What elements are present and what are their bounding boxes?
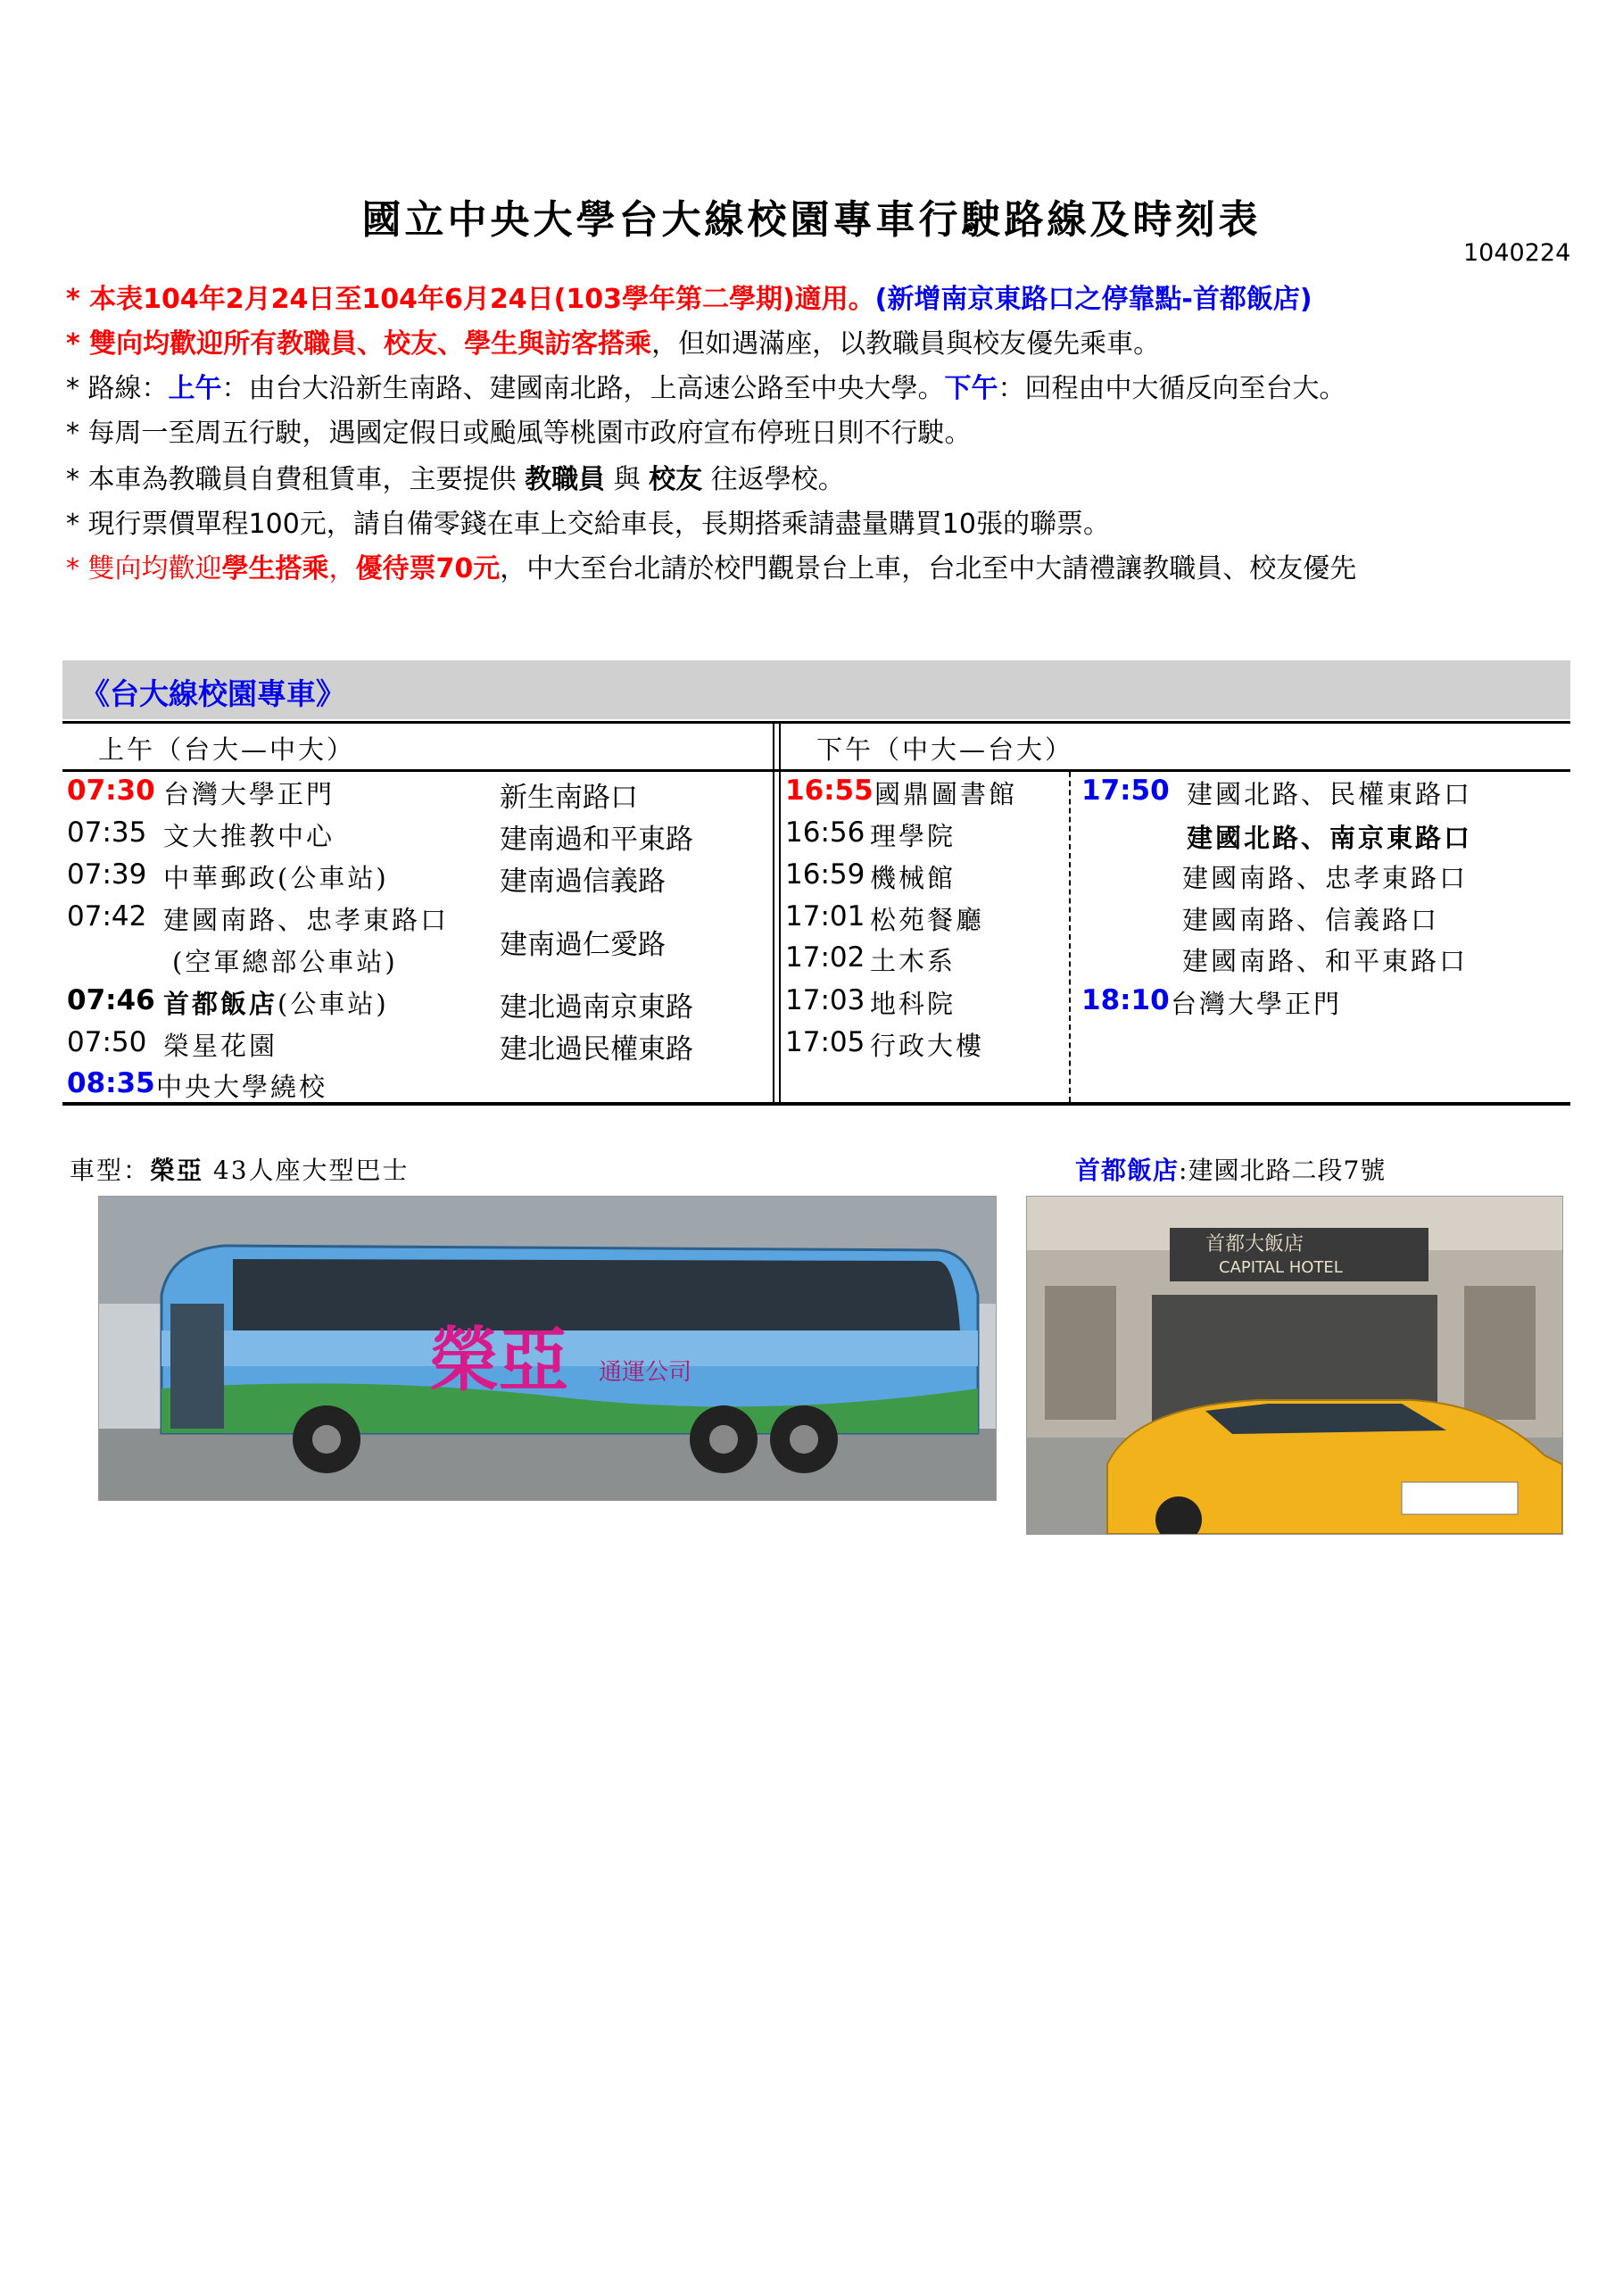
am-header: 上午（台大—中大） bbox=[98, 734, 356, 765]
pm-right-stop: 台灣大學正門 bbox=[1171, 989, 1343, 1019]
bus-caption-brand: 榮亞 bbox=[150, 1156, 204, 1185]
am-row bbox=[67, 775, 638, 814]
am-stop: 中華郵政(公車站) bbox=[163, 863, 389, 893]
pm-time: 16:56 bbox=[785, 816, 865, 849]
am-row bbox=[67, 984, 693, 1024]
am-road: 建北過南京東路 bbox=[500, 991, 693, 1024]
pm-time: 16:59 bbox=[785, 858, 865, 891]
am-stop-sub: (空軍總部公車站) bbox=[172, 947, 398, 977]
pm-stop: 機械館 bbox=[870, 863, 956, 893]
pm-time: 16:55 bbox=[785, 775, 874, 807]
pm-time: 17:03 bbox=[785, 984, 865, 1016]
am-time: 07:35 bbox=[67, 816, 147, 849]
note-welcome-rest: ，但如遇滿座，以教職員與校友優先乘車。 bbox=[651, 328, 1161, 360]
hotel-caption-address: :建國北路二段7號 bbox=[1179, 1156, 1387, 1185]
am-stop: 文大推教中心 bbox=[163, 821, 335, 851]
schedule-title: 《台大線校園專車》 bbox=[80, 676, 345, 711]
am-stop: 建國南路、忠孝東路口 bbox=[163, 905, 450, 935]
bus-logo-text: 榮亞 bbox=[429, 1320, 569, 1401]
bus-caption-desc: 43人座大型巴士 bbox=[203, 1156, 410, 1185]
am-stop: 中央大學繞校 bbox=[156, 1072, 328, 1102]
pm-stop: 地科院 bbox=[870, 989, 956, 1019]
am-time: 07:39 bbox=[67, 858, 147, 891]
bus-caption-label: 車型： bbox=[70, 1156, 151, 1185]
pm-row bbox=[785, 775, 1018, 809]
am-time: 08:35 bbox=[67, 1067, 155, 1099]
note-validity-text: * 本表104年2月24日至104年6月24日(103學年第二學期)適用。 bbox=[66, 284, 875, 315]
note-route-am: 上午 bbox=[168, 373, 222, 404]
note-days: * 每周一至周五行駛，遇國定假日或颱風等桃園市政府宣布停班日則不行駛。 bbox=[66, 418, 972, 449]
am-row bbox=[67, 1067, 328, 1102]
pm-stop: 理學院 bbox=[870, 821, 956, 851]
note-student-b: 學生搭乘 bbox=[221, 553, 329, 584]
note-route-label: * 路線： bbox=[66, 373, 169, 404]
pm-right-stop: 建國南路、信義路口 bbox=[1182, 905, 1440, 935]
pm-right-stop-new: 建國北路、南京東路口 bbox=[1187, 823, 1473, 853]
note-student-e: ，中大至台北請於校門觀景台上車，台北至中大請禮讓教職員、校友優先 bbox=[500, 553, 1357, 584]
am-road: 建南過和平東路 bbox=[500, 824, 693, 856]
pm-right-time: 18:10 bbox=[1081, 984, 1170, 1016]
am-stop: 榮星花園 bbox=[163, 1031, 278, 1061]
table-dashed-divider bbox=[1069, 772, 1071, 1102]
pm-stop: 松苑餐廳 bbox=[870, 905, 985, 935]
note-purpose-e: 往返學校。 bbox=[702, 464, 845, 495]
table-rule-header bbox=[62, 769, 1570, 772]
am-time: 07:50 bbox=[67, 1026, 147, 1058]
am-stop: 首都飯店 bbox=[163, 989, 278, 1019]
pm-right-stop: 建國北路、民權東路口 bbox=[1187, 779, 1473, 809]
pm-row bbox=[785, 941, 956, 976]
note-purpose-alumni: 校友 bbox=[649, 464, 703, 495]
pm-right-stop: 建國南路、忠孝東路口 bbox=[1182, 863, 1469, 893]
am-stop: 台灣大學正門 bbox=[163, 779, 335, 809]
pm-row bbox=[785, 858, 956, 893]
am-time: 07:42 bbox=[67, 900, 147, 932]
hotel-photo bbox=[1026, 1196, 1563, 1535]
am-row bbox=[67, 900, 666, 977]
pm-time: 17:02 bbox=[785, 941, 865, 974]
pm-right-row bbox=[1081, 775, 1473, 809]
note-student-a: * 雙向均歡迎 bbox=[66, 553, 222, 584]
note-student-c: ， bbox=[328, 553, 356, 584]
schedule-banner bbox=[62, 660, 1570, 719]
note-validity bbox=[66, 277, 1312, 316]
am-road: 建南過信義路 bbox=[500, 866, 666, 898]
pm-row bbox=[785, 816, 956, 851]
table-divider bbox=[773, 721, 774, 1103]
bus-photo bbox=[98, 1196, 997, 1501]
note-welcome-emph: * 雙向均歡迎所有教職員、校友、學生與訪客搭乘 bbox=[66, 328, 652, 360]
pm-time: 17:05 bbox=[785, 1026, 865, 1058]
pm-right-stop: 建國南路、和平東路口 bbox=[1182, 946, 1469, 976]
pm-right-time: 17:50 bbox=[1081, 775, 1170, 807]
pm-right-row bbox=[1081, 984, 1343, 1019]
am-road: 新生南路口 bbox=[500, 782, 638, 814]
note-route bbox=[66, 366, 1346, 405]
document-number: 1040224 bbox=[1463, 239, 1571, 267]
note-purpose-a: * 本車為教職員自費租賃車，主要提供 bbox=[66, 464, 526, 495]
note-purpose bbox=[66, 457, 845, 496]
note-student bbox=[66, 546, 1356, 585]
am-stop-suffix: (公車站) bbox=[277, 989, 389, 1019]
pm-row bbox=[785, 1026, 985, 1061]
am-time: 07:30 bbox=[67, 775, 155, 807]
note-purpose-and: 與 bbox=[605, 464, 650, 495]
hotel-caption bbox=[1075, 1151, 1386, 1187]
pm-header: 下午（中大—台大） bbox=[816, 734, 1074, 765]
pm-stop: 土木系 bbox=[870, 946, 956, 976]
am-row bbox=[67, 1026, 693, 1065]
hotel-sign-en: CAPITAL HOTEL bbox=[1219, 1258, 1343, 1277]
pm-row bbox=[785, 984, 956, 1019]
pm-time: 17:01 bbox=[785, 900, 865, 932]
am-time: 07:46 bbox=[67, 984, 155, 1016]
note-fare: * 現行票價單程100元，請自備零錢在車上交給車長，長期搭乘請盡量購買10張的聯票。 bbox=[66, 509, 1110, 540]
note-student-discount: 優待票70元 bbox=[355, 553, 501, 584]
am-row bbox=[67, 858, 666, 898]
pm-stop: 國鼎圖書館 bbox=[874, 779, 1018, 809]
note-new-stop: (新增南京東路口之停靠點-首都飯店) bbox=[874, 284, 1312, 315]
bus-caption bbox=[70, 1151, 410, 1187]
table-rule-top bbox=[62, 721, 1570, 724]
hotel-sign-text: 首都大飯店 bbox=[1205, 1233, 1304, 1256]
am-road: 建北過民權東路 bbox=[500, 1033, 693, 1065]
note-route-am-desc: ：由台大沿新生南路、建國南北路，上高速公路至中央大學。 bbox=[221, 373, 945, 404]
hotel-caption-name: 首都飯店 bbox=[1075, 1156, 1180, 1185]
am-row bbox=[67, 816, 693, 856]
bus-company-text: 通運公司 bbox=[599, 1359, 692, 1386]
am-road: 建南過仁愛路 bbox=[500, 929, 666, 961]
note-route-pm: 下午 bbox=[944, 373, 998, 404]
page-title: 國立中央大學台大線校園專車行駛路線及時刻表 bbox=[361, 197, 1262, 243]
note-purpose-staff: 教職員 bbox=[525, 464, 606, 495]
note-route-pm-desc: ：回程由中大循反向至台大。 bbox=[998, 373, 1346, 404]
table-divider bbox=[779, 721, 781, 1103]
pm-row bbox=[785, 900, 985, 935]
note-welcome bbox=[66, 321, 1160, 361]
pm-stop: 行政大樓 bbox=[870, 1031, 985, 1061]
